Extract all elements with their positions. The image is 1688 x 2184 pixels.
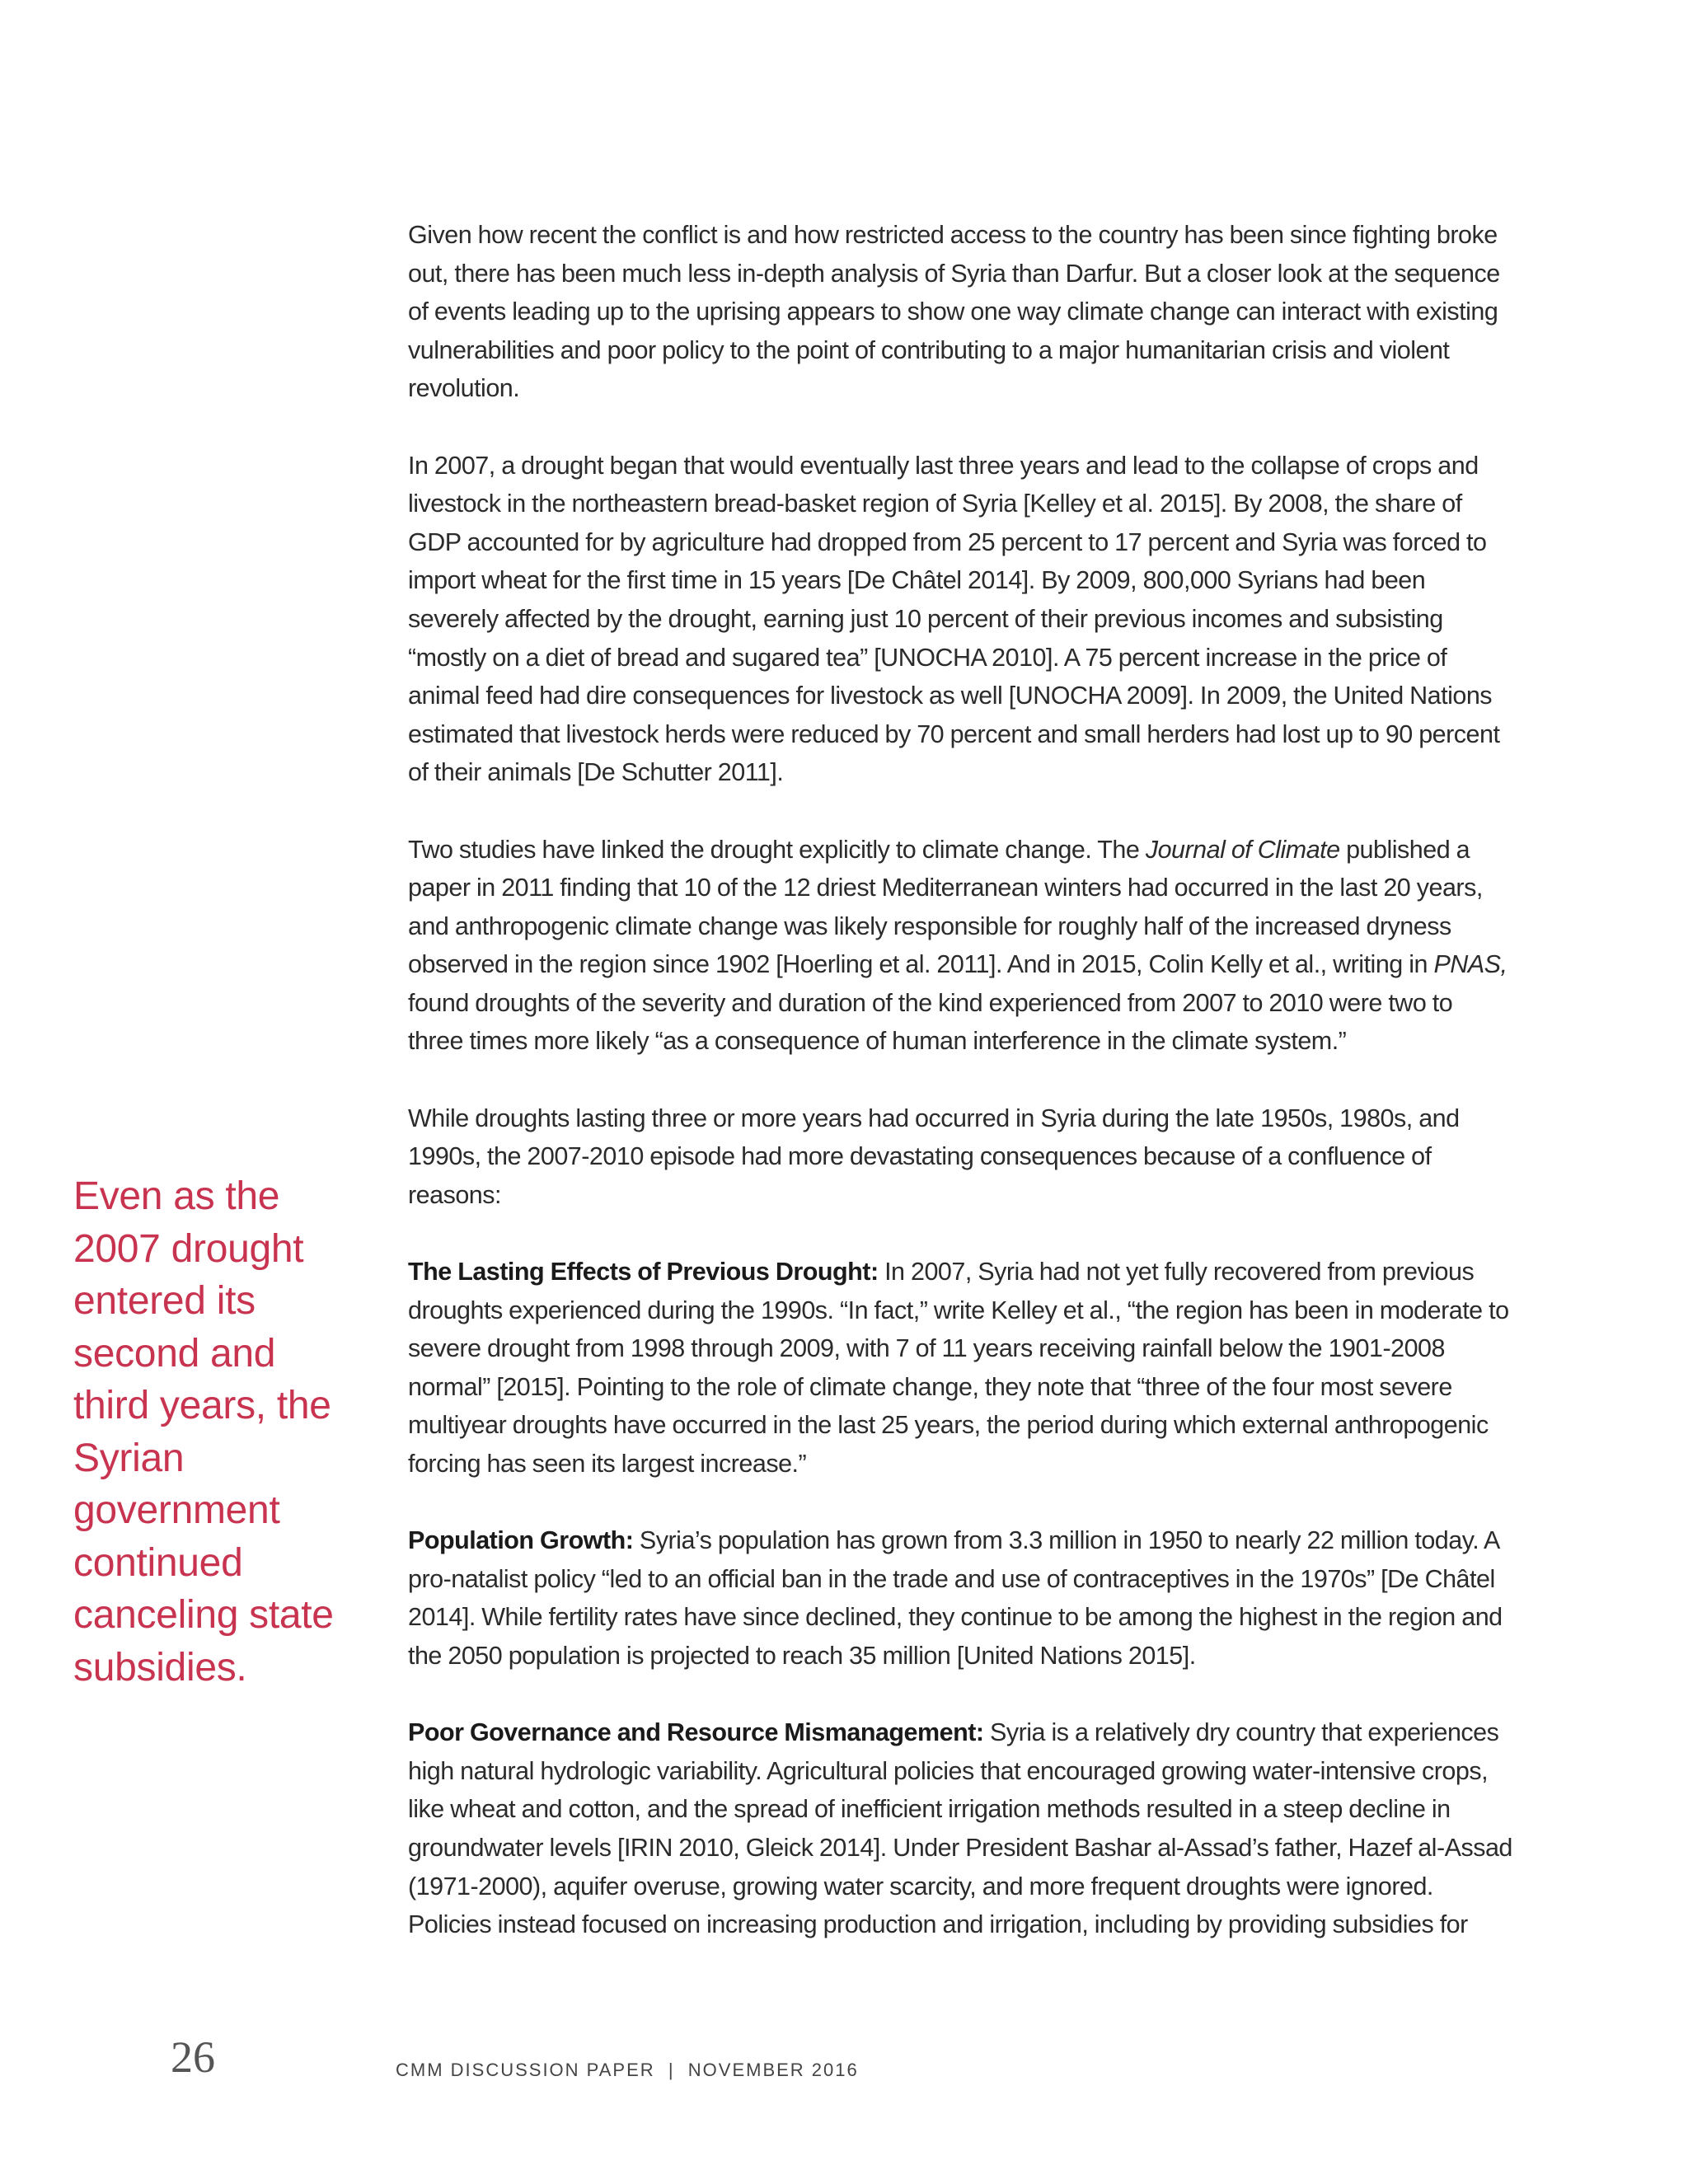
paragraph-studies-text-3: found droughts of the severity and duration of the kind experienced from 2007 to 2010 were two to three times more likely “as a consequence of human interference in the climate system.” xyxy=(408,988,1453,1056)
paragraph-population-growth xyxy=(408,1521,1512,1675)
paragraph-previous-drought xyxy=(408,1253,1512,1483)
paragraph-intro: Given how recent the conflict is and how restricted access to the country has been since fighting broke out, there has been much less in-depth analysis of Syria than Darfur. But a closer look at the sequence of events leading up to the uprising appears to show one way climate change can interact with existing vulnerabilities and poor policy to the point of contributing to a major humanitarian crisis and violent revolution. xyxy=(408,221,1500,403)
text-previous-drought: In 2007, Syria had not yet fully recovered from previous droughts experienced during the 1990s. “In fact,” write Kelley et al., “the region has been in moderate to severe drought from 1998 through 2009, with 7 of 11 years receiving rainfall below the 1901-2008 normal” [2015]. Pointing to the role of climate change, they note that “three of the four most severe multiyear droughts have occurred in the last 25 years, the period during which external anthropogenic forcing has seen its largest increase.” xyxy=(408,1258,1509,1478)
lead-population-growth: Population Growth: xyxy=(408,1526,634,1555)
paragraph-governance xyxy=(408,1713,1512,1944)
footer-label: CMM DISCUSSION PAPER | NOVEMBER 2016 xyxy=(396,2060,859,2080)
pnas-title: PNAS, xyxy=(1433,950,1507,979)
text-governance: Syria is a relatively dry country that experiences high natural hydrologic variability. Agricultural policies that encouraged growing water-intensive crops, like wheat and cotton, and the spread of inefficient irrigation methods resulted in a steep decline in groundwater levels [IRIN 2010, Gleick 2014]. Under President Bashar al-Assad’s father, Hazef al-Assad (1971-2000), aquifer overuse, growing water scarcity, and more frequent droughts were ignored. Policies instead focused on increasing production and irrigation, including by providing subsidies for xyxy=(408,1718,1512,1939)
pull-quote: Even as the 2007 drought entered its second and third years, the Syrian government continued canceling state subsidies. xyxy=(73,1174,334,1690)
body-text xyxy=(408,216,1512,1982)
paragraph-studies xyxy=(408,831,1512,1062)
paragraph-drought-2007: In 2007, a drought began that would eventually last three years and lead to the collapse of crops and livestock in the northeastern bread-basket region of Syria [Kelley et al. 2015]. By 2008, the share of GDP accounted for by agriculture had dropped from 25 percent to 17 percent and Syria was forced to import wheat for the first time in 15 years [De Châtel 2014]. By 2009, 800,000 Syrians had been severely affected by the drought, earning just 10 percent of their previous incomes and subsisting “mostly on a diet of bread and sugared tea” [UNOCHA 2010]. A 75 percent increase in the price of animal feed had dire consequences for livestock as well [UNOCHA 2009]. In 2009, the United Nations estimated that livestock herds were reduced by 70 percent and small herders had lost up to 90 percent of their animals [De Schutter 2011]. xyxy=(408,451,1500,787)
lead-previous-drought: The Lasting Effects of Previous Drought: xyxy=(408,1258,879,1286)
lead-governance: Poor Governance and Resource Mismanagement: xyxy=(408,1718,984,1747)
paragraph-studies-text-1: Two studies have linked the drought explicitly to climate change. The xyxy=(408,835,1146,864)
paragraph-studies-text-2: published a paper in 2011 finding that 10 of the 12 driest Mediterranean winters had occurred in the last 20 years, and anthropogenic climate change was likely responsible for roughly half of the increased dryness observed in the region since 1902 [Hoerling et al. 2011]. And in 2015, Colin Kelly et al., writing in xyxy=(408,835,1483,979)
paragraph-confluence: While droughts lasting three or more years had occurred in Syria during the late 1950s, 1980s, and 1990s, the 2007-2010 episode had more devastating consequences because of a confluence of reasons: xyxy=(408,1104,1460,1209)
journal-of-climate-title: Journal of Climate xyxy=(1145,835,1340,864)
text-population-growth: Syria’s population has grown from 3.3 million in 1950 to nearly 22 million today. A pro-natalist policy “led to an official ban in the trade and use of contraceptives in the 1970s” [De Châtel 2014]. While fertility rates have since declined, they continue to be among the highest in the region and the 2050 population is projected to reach 35 million [United Nations 2015]. xyxy=(408,1526,1503,1670)
page-number: 26 xyxy=(171,2032,215,2082)
